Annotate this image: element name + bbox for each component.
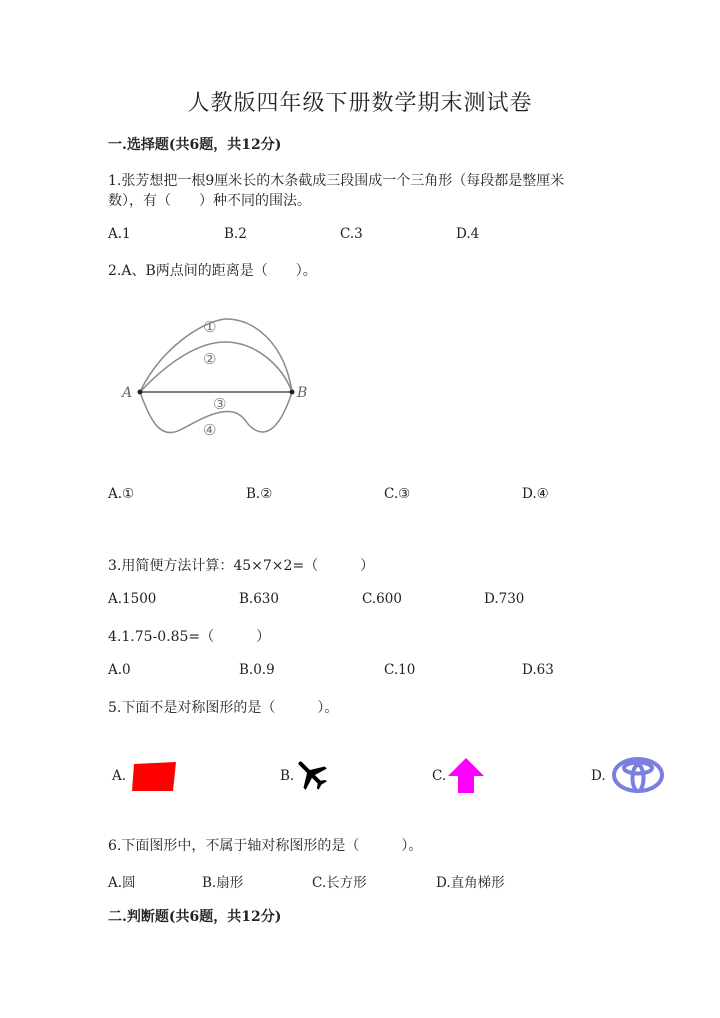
question-6-text: 6.下面图形中，不属于轴对称图形的是（ ）。 xyxy=(108,838,423,854)
q5-option-b: B. xyxy=(280,768,295,784)
question-4-text: 4.1.75-0.85=（ ） xyxy=(108,629,271,645)
toyota-logo-icon xyxy=(614,759,662,791)
q2-option-b: B.② xyxy=(246,486,273,502)
q3-option-a: A.1500 xyxy=(108,591,157,607)
section-heading-judgment: 二.判断题(共6题，共12分) xyxy=(108,909,282,925)
q5-option-a: A. xyxy=(112,768,127,784)
q6-option-b: B.扇形 xyxy=(202,875,244,891)
q5-option-d: D. xyxy=(591,768,606,784)
q4-option-d: D.63 xyxy=(522,662,554,678)
q1-option-a: A.1 xyxy=(108,226,131,242)
q3-option-c: C.600 xyxy=(362,591,402,607)
q4-option-b: B.0.9 xyxy=(239,662,275,678)
path-4-label: ④ xyxy=(203,421,217,439)
q6-option-a: A.圆 xyxy=(108,875,136,891)
q1-option-b: B.2 xyxy=(224,226,247,242)
path-1-label: ① xyxy=(203,318,217,336)
airplane-icon xyxy=(288,751,333,796)
path-3-label: ③ xyxy=(213,395,227,413)
q2-option-a: A.① xyxy=(108,486,135,502)
q1-option-c: C.3 xyxy=(340,226,363,242)
section-heading-choice: 一.选择题(共6题，共12分) xyxy=(108,137,282,153)
question-1-line-2: 数），有（ ）种不同的围法。 xyxy=(108,193,311,209)
question-5-text: 5.下面不是对称图形的是（ ）。 xyxy=(108,700,339,716)
question-2-text: 2.A、B两点间的距离是（ ）。 xyxy=(108,263,317,279)
q5-option-c: C. xyxy=(432,768,447,784)
q1-option-d: D.4 xyxy=(456,226,480,242)
q6-option-c: C.长方形 xyxy=(312,875,367,891)
q2-option-d: D.④ xyxy=(522,486,549,502)
path-2-label: ② xyxy=(203,350,217,368)
page-title: 人教版四年级下册数学期末测试卷 xyxy=(187,91,533,116)
question-3-text: 3.用简便方法计算：45×7×2=（ ） xyxy=(108,558,375,574)
question-1-line-1: 1.张芳想把一根9厘米长的木条截成三段围成一个三角形（每段都是整厘米 xyxy=(108,173,565,189)
q4-option-a: A.0 xyxy=(108,662,131,678)
q3-option-d: D.730 xyxy=(484,591,525,607)
q2-option-c: C.③ xyxy=(384,486,411,502)
red-quadrilateral-icon xyxy=(132,762,176,791)
up-arrow-icon xyxy=(448,758,484,793)
point-b-label: B xyxy=(297,385,308,401)
q4-option-c: C.10 xyxy=(384,662,416,678)
q3-option-b: B.630 xyxy=(239,591,279,607)
q6-option-d: D.直角梯形 xyxy=(436,875,505,891)
point-a-label: A xyxy=(122,385,133,401)
